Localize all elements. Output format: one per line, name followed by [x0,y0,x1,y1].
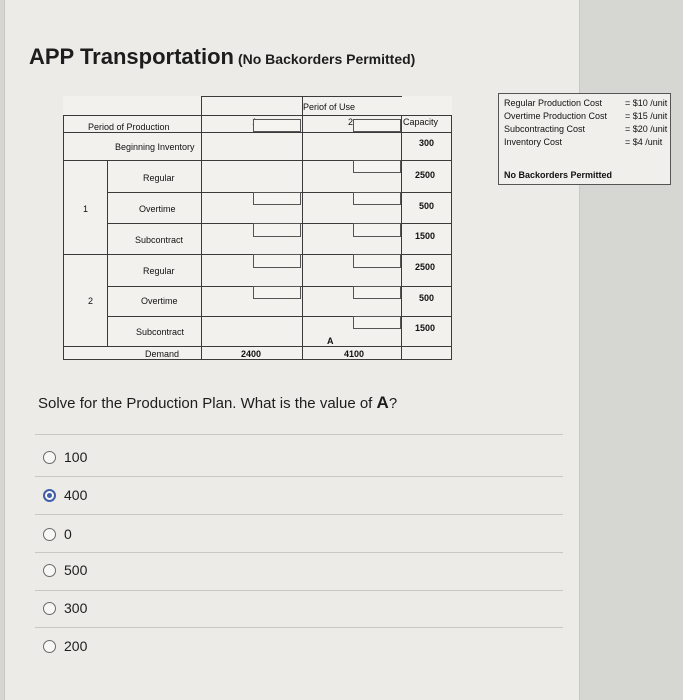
capacity-p1-regular: 2500 [415,170,436,180]
p2-overtime-label: Overtime [141,296,178,306]
cost-cell [353,286,401,299]
question-mark: ? [388,395,398,412]
capacity-p2-subcontract: 1500 [415,323,436,333]
cost-cell [353,160,401,173]
divider [35,627,563,628]
capacity-p2-regular: 2500 [415,262,436,272]
answer-option-300[interactable] [43,598,87,618]
radio-button[interactable] [43,451,56,464]
answer-option-500[interactable] [43,560,87,580]
capacity-p2-overtime: 500 [419,293,435,303]
cost-cell [353,192,401,205]
cost-cell [353,223,401,237]
radio-button-selected[interactable] [43,489,56,502]
title-main: APP Transportation [29,44,234,69]
cost-value-subcontract: = $20 /unit [625,124,668,134]
cost-value-inventory: = $4 /unit [625,137,663,147]
page-title [29,44,415,70]
radio-button[interactable] [43,602,56,615]
period-1-label: 1 [83,204,89,214]
p2-regular-label: Regular [143,266,175,276]
cost-cell [253,223,301,237]
title-sub: (No Backorders Permitted) [237,51,416,67]
capacity-p1-overtime: 500 [419,201,435,211]
period-2-label: 2 [88,296,94,306]
question-card [4,0,668,700]
cost-cell [253,119,301,132]
capacity-beginning-inventory: 300 [419,138,435,148]
divider [35,514,563,515]
cost-label-inventory: Inventory Cost [504,137,563,147]
p1-regular-label: Regular [143,173,175,183]
cost-cell [253,192,301,205]
demand-period-1: 2400 [241,349,262,359]
cost-label-regular: Regular Production Cost [504,98,603,108]
question-text [38,393,397,413]
question-prompt: Solve for the Production Plan. What is the value of [38,395,377,412]
period-of-production-header: Period of Production [88,122,170,132]
answer-option-100[interactable] [43,447,87,467]
cost-cell [353,119,401,132]
divider [35,552,563,553]
radio-button[interactable] [43,640,56,653]
answer-label: 100 [64,449,88,465]
cost-cell [253,254,301,268]
p1-overtime-label: Overtime [139,204,176,214]
no-backorders-note: No Backorders Permitted [504,170,613,180]
divider [35,476,563,477]
answer-option-0[interactable] [43,524,72,544]
cost-cell [353,254,401,268]
beginning-inventory-label: Beginning Inventory [115,142,195,152]
radio-button[interactable] [43,528,56,541]
p1-subcontract-label: Subcontract [135,235,184,245]
unknown-a-label: A [327,336,334,346]
capacity-p1-subcontract: 1500 [415,231,436,241]
cost-label-subcontract: Subcontracting Cost [504,124,586,134]
cost-label-overtime: Overtime Production Cost [504,111,608,121]
column-2-header: 2 [348,117,354,127]
divider [35,434,563,435]
answer-option-200[interactable] [43,636,87,656]
cost-cell [353,316,401,329]
p2-subcontract-label: Subcontract [136,327,185,337]
answer-option-400[interactable] [43,485,87,505]
answer-label: 300 [64,600,88,616]
capacity-header: Capacity [403,117,439,127]
question-variable: A [376,393,389,412]
period-of-use-header: Periof of Use [303,102,356,112]
answer-label: 400 [64,487,88,503]
cost-cell [253,286,301,299]
demand-period-2: 4100 [344,349,365,359]
cost-legend [498,93,671,185]
cost-value-overtime: = $15 /unit [625,111,668,121]
radio-button[interactable] [43,564,56,577]
divider [35,590,563,591]
answer-label: 0 [64,526,72,542]
answer-label: 500 [64,562,88,578]
cost-value-regular: = $10 /unit [625,98,668,108]
demand-label: Demand [145,349,180,359]
answer-label: 200 [64,638,88,654]
transportation-table [63,96,452,360]
